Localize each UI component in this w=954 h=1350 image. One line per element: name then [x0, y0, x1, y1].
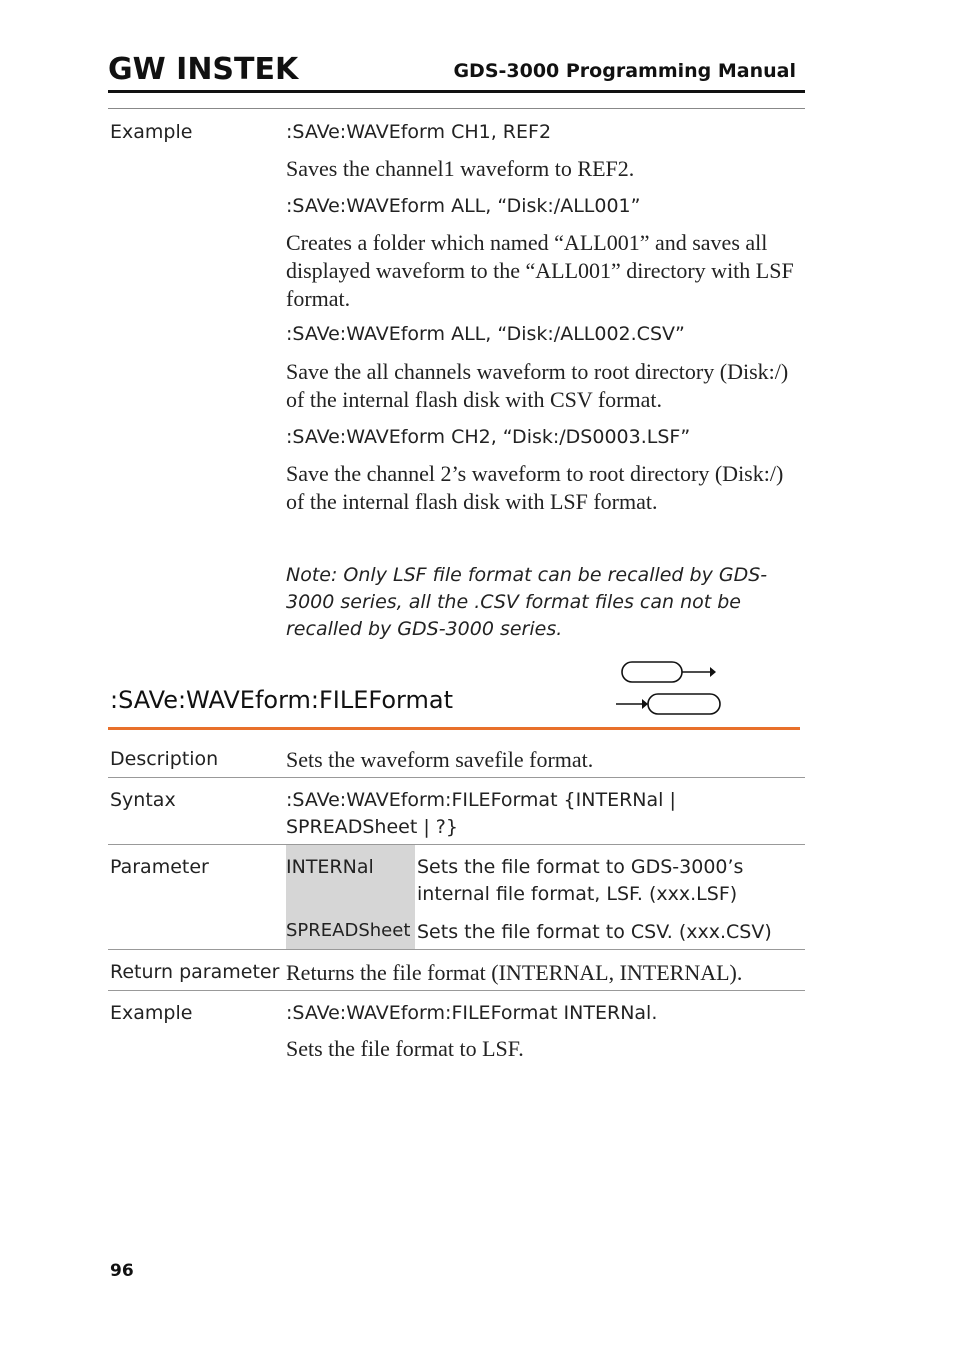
syntax-line: SPREADSheet | ?} — [286, 816, 458, 838]
brand-logo — [108, 52, 299, 91]
page-number: 96 — [110, 1261, 134, 1281]
example-description: Creates a folder which named “ALL001” and saves all displayed waveform to the “ALL001” directory with LSF format. — [286, 230, 794, 311]
description-text: Sets the waveform savefile format. — [286, 747, 594, 772]
format-note: Note: Only LSF file format can be recalled by GDS-3000 series, all the .CSV format files can not be recalled by GDS-3000 series. — [286, 564, 768, 640]
example-label: Example — [110, 121, 193, 143]
example-command: :SAVe:WAVEform ALL, “Disk:/ALL001” — [286, 195, 641, 217]
row-divider — [108, 777, 805, 778]
parameter-description: Sets the file format to GDS-3000’s — [417, 856, 744, 878]
parameter-name: SPREADSheet — [286, 920, 411, 941]
example-description: Sets the file format to LSF. — [286, 1036, 524, 1061]
example-label: Example — [110, 1002, 193, 1024]
example-command: :SAVe:WAVEform CH2, “Disk:/DS0003.LSF” — [286, 426, 691, 448]
row-divider — [108, 990, 805, 991]
set-query-icon — [612, 660, 724, 718]
example-description: Save the all channels waveform to root directory (Disk:/) of the internal flash disk with CSV format. — [286, 359, 789, 412]
return-value: Returns the file format (INTERNAL, INTERNAL). — [286, 960, 743, 985]
example-command: :SAVe:WAVEform CH1, REF2 — [286, 121, 552, 143]
syntax-label: Syntax — [110, 789, 176, 811]
return-label: Return parameter — [110, 961, 280, 983]
syntax-line: :SAVe:WAVEform:FILEFormat {INTERNal | — [286, 789, 676, 811]
example-command: :SAVe:WAVEform ALL, “Disk:/ALL002.CSV” — [286, 323, 685, 345]
section-rule — [108, 727, 800, 730]
gw-instek-logo — [108, 52, 299, 87]
parameter-label: Parameter — [110, 856, 209, 878]
row-divider — [108, 844, 805, 845]
parameter-description: internal file format, LSF. (xxx.LSF) — [417, 883, 738, 905]
header-subrule — [108, 108, 805, 109]
example-command: :SAVe:WAVEform:FILEFormat INTERNal. — [286, 1002, 658, 1024]
parameter-name: INTERNal — [286, 856, 374, 878]
command-title: :SAVe:WAVEform:FILEFormat — [110, 686, 453, 714]
description-label: Description — [110, 748, 219, 770]
example-description: Saves the channel1 waveform to REF2. — [286, 156, 635, 181]
header-rule — [108, 90, 805, 93]
parameter-description: Sets the file format to CSV. (xxx.CSV) — [417, 921, 772, 943]
manual-title: GDS-3000 Programming Manual — [453, 60, 796, 82]
row-divider — [108, 949, 805, 950]
example-description: Save the channel 2’s waveform to root directory (Disk:/) of the internal flash disk with LSF format. — [286, 461, 784, 514]
svg-text:GW INSTEK: GW INSTEK — [108, 52, 299, 87]
